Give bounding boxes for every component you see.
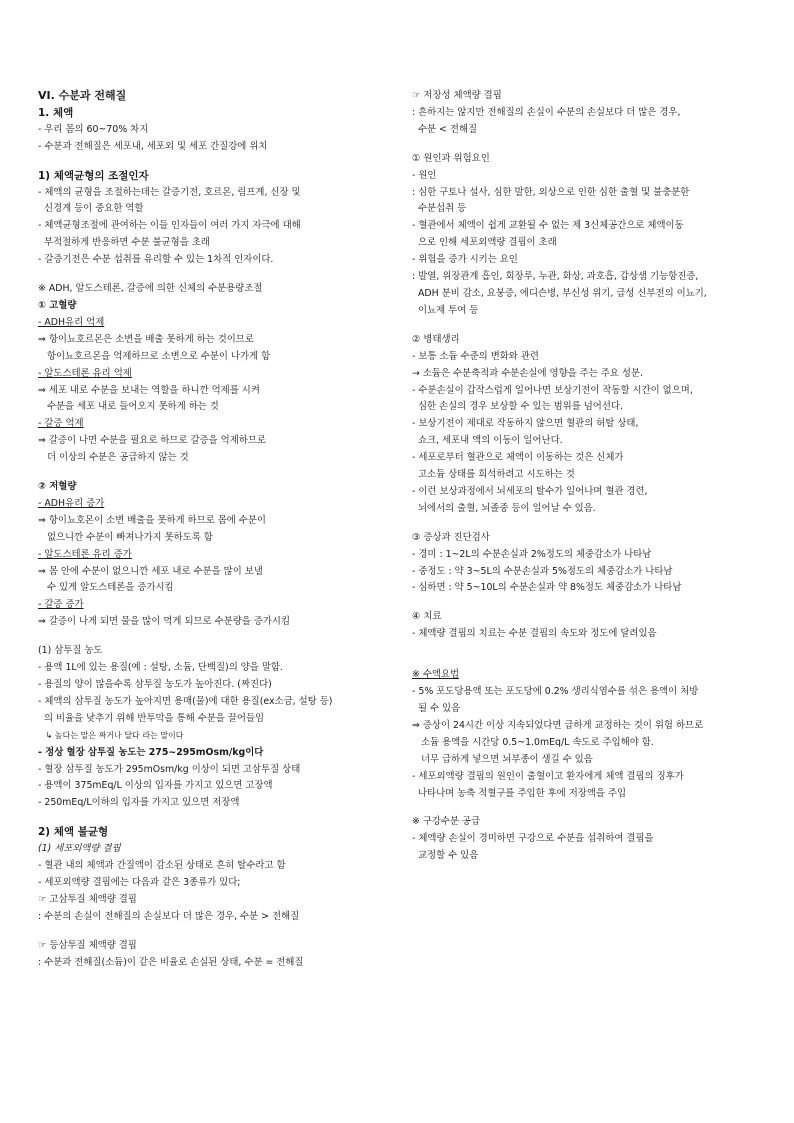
text-line: ☞ 고삼투질 체액량 결핍 (38, 893, 137, 905)
text-line: - 용액이 375mEq/L 이상의 입자를 가지고 있으면 고장액 (38, 780, 273, 792)
text-line: 교정할 수 있음 (412, 850, 479, 862)
text-line: ⇒ 세포 내로 수분을 보내는 역할을 하니깐 억제를 시켜 (38, 384, 260, 396)
text-line: ※ 구강수분 공급 (412, 816, 481, 828)
text-line: - 알도스테론 유리 억제 (38, 367, 132, 379)
text-line: 더 이상의 수분은 공급하지 않는 것 (38, 452, 189, 464)
text-line: 될 수 있음 (412, 703, 461, 714)
spacer (38, 467, 390, 479)
text-line: 의 비율을 낮추기 위해 반투막을 통해 수분을 끌어들임 (38, 712, 265, 724)
text-line: ① 원인과 위험요인 (412, 152, 490, 164)
text-line: - 체액의 삼투질 농도가 높아지면 용매(물)에 대한 용질(ex소금, 설탕 등) (38, 695, 333, 707)
text-line: - 혈관에서 체액이 쉽게 교환될 수 없는 제 3신체공간으로 체액이동 (412, 220, 684, 232)
text-line: 부적절하게 반응하면 수분 불균형을 초래 (38, 237, 210, 249)
text-line: - 이런 보상과정에서 뇌세포의 탈수가 일어나며 혈관 경련, (412, 485, 648, 497)
text-line: : 수분과 전해질(소듐)이 같은 비율로 손실된 상태, 수분 = 전해질 (38, 956, 304, 968)
spacer (412, 802, 762, 814)
text-line: - 보통 소듐 수준의 변화와 관련 (412, 350, 539, 362)
text-line: 소듐 용액을 시간당 0.5~1.0mEq/L 속도로 주입해야 함. (412, 736, 654, 748)
text-line: ※ ADH, 알도스테론, 갈증에 의한 신체의 수분용량조절 (38, 283, 263, 295)
text-line: - 체액량 결핍의 치료는 수분 결핍의 속도와 정도에 달려있음 (412, 628, 657, 640)
text-line: 수분 < 전해질 (412, 123, 478, 135)
text-line: - 갈증기전은 수분 섭취를 유리할 수 있는 1차적 인자이다. (38, 254, 274, 266)
text-line: ☞ 저장성 체액량 결핍 (412, 90, 502, 101)
text-line: ① 고혈량 (38, 299, 77, 311)
text-line: - 심하면 : 약 5~10L의 수분손실과 약 8%정도 체중감소가 나타남 (412, 582, 682, 594)
text-line: - 혈관 내의 체액과 간질액이 감소된 상태로 흔히 탈수라고 함 (38, 860, 286, 872)
spacer (38, 156, 390, 168)
text-line: ② 병태생리 (412, 333, 460, 345)
text-line: - 체액균형조절에 관여하는 이들 인자들이 여러 가지 자극에 대해 (38, 220, 301, 232)
text-line: → 소듐은 수분축적과 수분손실에 영향을 주는 주요 성분. (412, 367, 643, 379)
text-line: - 보상기전이 제대로 작동하지 않으면 혈관의 허탈 상태, (412, 418, 639, 430)
text-line: ⇒ 항이뇨호몬이 소변 배출을 못하게 하므로 몸에 수분이 (38, 514, 266, 526)
text-line: ⇒ 갈증이 나게 되면 물을 많이 먹게 되므로 수분량을 증가시킴 (38, 616, 291, 628)
text-line: ③ 증상과 진단검사 (412, 531, 490, 543)
text-line: - 체액의 균형을 조절하는데는 갈증기전, 호르몬, 림프계, 신장 및 (38, 186, 301, 198)
text-line: 수분을 세포 내로 들어오지 못하게 하는 것 (38, 401, 219, 413)
text-line: : 발열, 위장관계 흡인, 회장루, 누관, 화상, 과호흡, 갑상샘 기능항진증, (412, 271, 699, 283)
section-heading: 1) 체액균형의 조절인자 (38, 169, 149, 182)
spacer (38, 269, 390, 281)
text-line: ADH 분비 감소, 요붕증, 에디슨병, 부신성 위기, 급성 신부전의 이뇨기, (412, 287, 707, 299)
text-line: 으로 인해 세포외액량 결핍이 초래 (412, 237, 557, 249)
spacer (38, 812, 390, 824)
spacer (38, 631, 390, 643)
text-line: - 수분손실이 갑작스럽게 일어나면 보상기전이 작동할 시간이 없으며, (412, 384, 693, 396)
text-line: ② 저혈량 (38, 481, 77, 493)
text-line: ⇒ 증상이 24시간 이상 지속되었다면 급하게 교정하는 것이 위험 하므로 (412, 719, 704, 731)
section-heading: VI. 수분과 전해질 (38, 89, 127, 102)
text-line: : 흔하지는 않지만 전해질의 손실이 수분의 손실보다 더 많은 경우, (412, 106, 681, 118)
text-line: - 세포외액량 결핍에는 다음과 같은 3종류가 있다; (38, 876, 241, 888)
text-line: 나타나며 농축 적혈구를 주입한 후에 저장액을 주입 (412, 787, 627, 799)
spacer (412, 320, 762, 332)
left-column (38, 88, 390, 972)
spacer (412, 518, 762, 530)
right-column (412, 88, 762, 865)
text-line: 뇌에서의 출혈, 뇌졸중 등이 일어날 수 있음. (412, 502, 596, 514)
spacer (412, 139, 762, 151)
text-line: 쇼크, 세포내 액의 이동이 일어난다. (412, 435, 563, 447)
text-line: - ADH유리 억제 (38, 316, 105, 328)
text-line: - 세포외액량 결핍의 원인이 출혈이고 환자에게 체액 결핍의 징후가 (412, 770, 684, 782)
text-line: - ADH유리 증가 (38, 497, 105, 509)
text-line: (1) 삼투질 농도 (38, 645, 103, 657)
text-line: - 5% 포도당용액 또는 포도당에 0.2% 생리식염수를 섞은 용액이 처방 (412, 686, 699, 698)
spacer (412, 655, 762, 667)
text-line: - 우리 몸의 60~70% 차지 (38, 123, 149, 135)
text-line: (1) 세포외액량 결핍 (38, 843, 121, 855)
text-line: - 갈증 증가 (38, 599, 84, 611)
text-line: ⇒ 갈증이 나면 수분을 필요로 하므로 갈증을 억제하므로 (38, 435, 266, 447)
text-line: ※ 수액요법 (412, 669, 460, 681)
text-line: 신경계 등이 중요한 역할 (38, 203, 144, 215)
text-line: - 알도스테론 유리 증가 (38, 548, 132, 560)
text-line: - 갈증 억제 (38, 418, 84, 430)
section-heading: 2) 체액 불균형 (38, 826, 109, 839)
spacer (412, 643, 762, 655)
text-line: ④ 치료 (412, 611, 442, 623)
text-line: - 수분과 전해질은 세포내, 세포외 및 세포 간질강에 위치 (38, 140, 268, 152)
text-line: 항이뇨호르몬을 억제하므로 소변으로 수분이 나가게 함 (38, 350, 271, 362)
text-line: - 중정도 : 약 3~5L의 수분손실과 5%정도의 체중감소가 나타남 (412, 565, 673, 577)
text-line: ⇒ 항이뇨호르몬은 소변을 배출 못하게 하는 것이므로 (38, 333, 254, 345)
spacer (412, 597, 762, 609)
text-line: : 심한 구토나 설사, 심한 발한, 외상으로 인한 심한 출혈 및 불충분한 (412, 186, 690, 198)
text-line: ☞ 등삼투질 체액량 결핍 (38, 939, 137, 951)
text-line: 심한 손실의 경우 보상할 수 있는 범위를 넘어선다. (412, 401, 623, 413)
text-line: : 수분의 손실이 전해질의 손실보다 더 많은 경우, 수분 > 전해질 (38, 910, 300, 922)
text-line: - 세포로부터 혈관으로 체액이 이동하는 것은 신체가 (412, 452, 624, 464)
text-line: 너무 급하게 넣으면 뇌부종이 생길 수 있음 (412, 753, 593, 765)
text-line: 없으니깐 수분이 빠져나가지 못하도록 함 (38, 531, 213, 543)
text-line: 고소듐 상태를 희석하려고 시도하는 것 (412, 469, 575, 481)
text-line: ⇒ 몸 안에 수분이 없으니깐 세포 내로 수분을 많이 보낼 (38, 565, 263, 577)
text-line: - 혈장 삼투질 농도가 295mOsm/kg 이상이 되면 고삼투질 상태 (38, 763, 301, 775)
text-line: ↳ 높다는 말은 짜거나 달다 라는 말이다 (38, 730, 184, 740)
spacer (38, 926, 390, 938)
text-line: - 정상 혈장 삼투질 농도는 275~295mOsm/kg이다 (38, 746, 264, 758)
text-line: - 경미 : 1~2L의 수분손실과 2%정도의 체중감소가 나타남 (412, 548, 652, 560)
text-line: 이뇨제 투여 등 (412, 304, 479, 316)
text-line: - 체액량 손실이 경미하면 구강으로 수분을 섭취하여 결핍을 (412, 833, 654, 845)
text-line: 수 있게 알도스테론을 증가시킴 (38, 582, 174, 594)
text-line: - 250mEq/L이하의 입자를 가지고 있으면 저장액 (38, 797, 240, 809)
text-line: - 용액 1L에 있는 용질(예 : 설탕, 소듐, 단백질)의 양을 말함. (38, 662, 283, 674)
text-line: - 용질의 양이 많을수록 삼투질 농도가 높아진다. (짜진다) (38, 679, 272, 690)
text-line: - 위험을 증가 시키는 요인 (412, 254, 518, 266)
text-line: - 원인 (412, 169, 437, 181)
section-heading: 1. 체액 (38, 106, 74, 119)
text-line: 수분섭취 등 (412, 203, 467, 215)
